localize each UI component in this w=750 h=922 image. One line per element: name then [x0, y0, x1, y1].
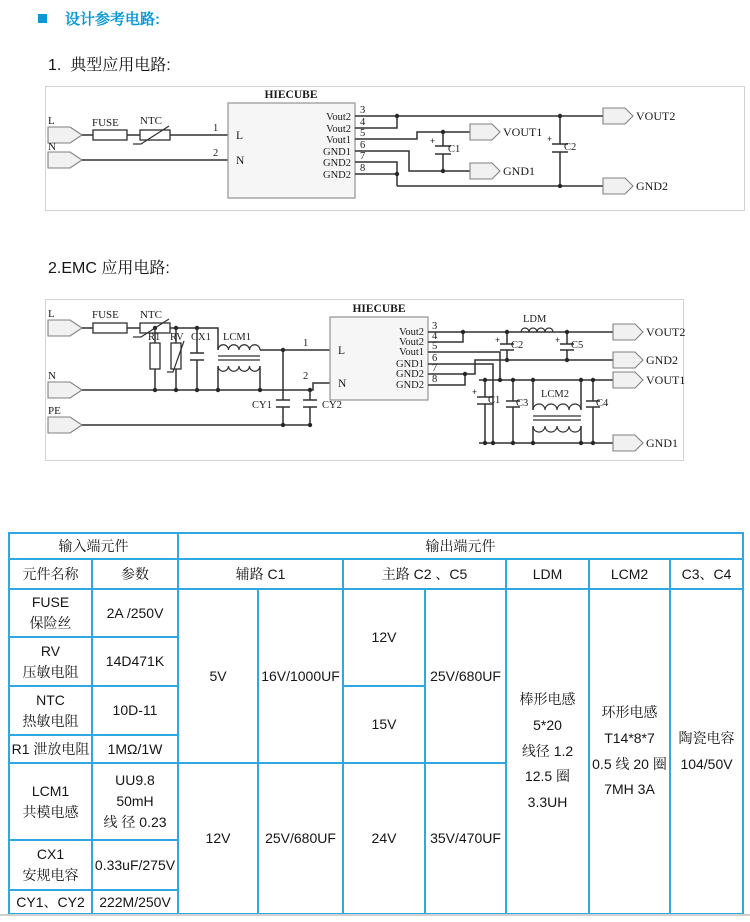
terminal-pe-label: PE: [48, 405, 61, 417]
c3-label: C3: [516, 398, 529, 409]
chip-l-pin-label: L: [338, 345, 346, 357]
pin8-number: 8: [360, 163, 366, 174]
terminal-vout1: [470, 124, 500, 140]
chip-pin6-label: GND1: [323, 147, 351, 158]
pin8-number: 8: [432, 374, 438, 385]
terminal-gnd2: [603, 178, 633, 194]
terminal-vout2: [603, 108, 633, 124]
terminal-n-label: N: [48, 370, 56, 382]
cy2-plates: [303, 400, 317, 407]
terminal-gnd2: [613, 352, 643, 368]
cell-lcm2-spec: 环形电感 T14*8*7 0.5 线 20 圈 7MH 3A: [589, 589, 670, 914]
terminal-n-input: [48, 382, 82, 398]
typical-circuit-heading: 1. 典型应用电路:: [48, 57, 171, 74]
cell-aux-top-voltage: 5V: [178, 589, 258, 763]
ntc-label: NTC: [140, 115, 162, 127]
cell-aux-top-cap: 16V/1000UF: [258, 589, 343, 763]
cell-aux-bottom-cap: 25V/680UF: [258, 763, 343, 914]
bullet-square-icon: [38, 14, 47, 23]
terminal-vout1: [613, 372, 643, 388]
header-parameter: 参数: [92, 559, 178, 589]
cell-cy-param: 222M/250V: [92, 890, 178, 914]
terminal-pe-input: [48, 417, 82, 433]
pin2-number: 2: [213, 148, 219, 159]
lcm1-core: [218, 356, 260, 360]
emc-application-circuit-diagram: [45, 298, 685, 464]
cell-main-12v: 12V: [343, 589, 425, 686]
header-main-c2-c5: 主路 C2 、C5: [343, 559, 506, 589]
terminal-l-label: L: [48, 115, 55, 127]
header-output-group: 输出端元件: [178, 533, 743, 559]
cell-rv-param: 14D471K: [92, 637, 178, 686]
cell-cx1-name: CX1 安规电容: [9, 840, 92, 890]
pin3-number: 3: [432, 321, 438, 332]
terminal-vout1-label: VOUT1: [646, 373, 685, 387]
rv-label: RV: [170, 332, 184, 343]
cell-fuse-param: 2A /250V: [92, 589, 178, 637]
ntc-label: NTC: [140, 309, 162, 321]
n-wire: [82, 383, 330, 390]
terminal-vout2: [613, 324, 643, 340]
terminal-gnd1: [470, 163, 500, 179]
chip-pin3-label: Vout2: [399, 327, 424, 338]
chip-n-pin-label: N: [338, 378, 347, 390]
cy2-label: CY2: [322, 400, 342, 411]
typical-application-circuit-diagram: [45, 86, 745, 212]
fuse-symbol: [93, 323, 127, 333]
header-lcm2: LCM2: [589, 559, 670, 589]
chip-pin4-label: Vout2: [399, 337, 424, 348]
terminal-vout2-label: VOUT2: [646, 325, 685, 339]
terminal-gnd2-label: GND2: [646, 353, 678, 367]
r1-symbol: [150, 343, 160, 369]
chip-pin6-label: GND1: [396, 359, 424, 370]
cell-main-top-cap: 25V/680UF: [425, 589, 506, 763]
lcm2-core: [533, 416, 581, 420]
pin5-number: 5: [360, 128, 366, 139]
c5-plus: +: [555, 335, 561, 345]
lcm2-top-winding: [533, 404, 581, 410]
cell-rv-name: RV 压敏电阻: [9, 637, 92, 686]
pin7-number: 7: [432, 363, 438, 374]
pin4-number: 4: [432, 331, 438, 342]
terminal-n-label: N: [48, 141, 56, 153]
c1-plus: +: [430, 136, 436, 146]
terminal-l-label: L: [48, 308, 55, 320]
cx1-plates: [190, 353, 204, 360]
lcm1-label: LCM1: [223, 332, 252, 343]
terminal-gnd2-label: GND2: [636, 179, 668, 193]
c2-plus: +: [495, 335, 501, 345]
terminal-gnd1: [613, 435, 643, 451]
pin3-number: 3: [360, 105, 366, 116]
chip-pin5-label: Vout1: [399, 347, 424, 358]
component-spec-table: [8, 532, 744, 915]
cell-fuse-name: FUSE 保险丝: [9, 589, 92, 637]
cell-r1-param: 1MΩ/1W: [92, 735, 178, 763]
chip-pin8-label: GND2: [396, 380, 424, 391]
terminal-vout2-label: VOUT2: [636, 109, 676, 123]
fuse-label: FUSE: [92, 117, 119, 129]
pin1-number: 1: [213, 123, 219, 134]
header-component-name: 元件名称: [9, 559, 92, 589]
chip-pin5-label: Vout1: [326, 135, 351, 146]
cell-lcm1-name: LCM1 共模电感: [9, 763, 92, 840]
header-c3-c4: C3、C4: [670, 559, 743, 589]
terminal-gnd1-label: GND1: [503, 164, 535, 178]
lcm2-label: LCM2: [541, 389, 570, 400]
header-ldm: LDM: [506, 559, 589, 589]
cell-ntc-name: NTC 热敏电阻: [9, 686, 92, 735]
chip-title: HIECUBE: [264, 89, 318, 101]
section-heading-text: 设计参考电路:: [65, 11, 160, 28]
cell-r1-name: R1 泄放电阻: [9, 735, 92, 763]
c2-plus: +: [547, 134, 553, 144]
pin5-wire: [355, 132, 470, 139]
pin6-number: 6: [360, 140, 366, 151]
terminal-gnd1-label: GND1: [646, 436, 678, 450]
cell-lcm1-param: UU9.8 50mH 线 径 0.23: [92, 763, 178, 840]
chip-pin3-label: Vout2: [326, 112, 351, 123]
pin5-number: 5: [432, 341, 438, 352]
c1-label: C1: [488, 395, 501, 406]
cell-main-15v: 15V: [343, 686, 425, 763]
pin6-number: 6: [432, 353, 438, 364]
c5-label: C5: [571, 340, 584, 351]
r1-label: R1: [148, 332, 161, 343]
pin1-number: 1: [303, 338, 309, 349]
cell-ntc-param: 10D-11: [92, 686, 178, 735]
emc-circuit-heading: 2.EMC 应用电路:: [48, 260, 170, 277]
pin4-number: 4: [360, 117, 366, 128]
lcm1-n-stubs: [218, 366, 260, 390]
cell-main-bottom-cap: 35V/470UF: [425, 763, 506, 914]
c1-label: C1: [448, 144, 461, 155]
c1-plus: +: [472, 387, 478, 397]
terminal-l-input: [48, 320, 82, 336]
cell-main-24v: 24V: [343, 763, 425, 914]
lcm1-top-winding: [218, 345, 260, 350]
lcm2-bottom-winding: [533, 426, 581, 432]
cell-aux-bottom-voltage: 12V: [178, 763, 258, 914]
pin7-number: 7: [360, 151, 366, 162]
chip-pin7-label: GND2: [323, 158, 351, 169]
page-bottom-divider: [0, 914, 750, 916]
header-input-group: 输入端元件: [9, 533, 178, 559]
header-aux-c1: 辅路 C1: [178, 559, 343, 589]
chip-title: HIECUBE: [352, 303, 406, 315]
pin2-number: 2: [303, 371, 309, 382]
fuse-symbol: [93, 130, 127, 140]
chip-pin4-label: Vout2: [326, 124, 351, 135]
c2-label: C2: [564, 142, 577, 153]
c4-label: C4: [596, 398, 609, 409]
cell-cy-name: CY1、CY2: [9, 890, 92, 914]
table-row: [9, 589, 743, 637]
cy1-plates: [276, 400, 290, 407]
cx1-label: CX1: [191, 332, 211, 343]
lcm1-bottom-winding: [218, 366, 260, 371]
chip-pin7-label: GND2: [396, 369, 424, 380]
cell-c3-c4-spec: 陶瓷电容 104/50V: [670, 589, 743, 914]
cell-cx1-param: 0.33uF/275V: [92, 840, 178, 890]
terminal-vout1-label: VOUT1: [503, 125, 543, 139]
cell-ldm-spec: 棒形电感 5*20 线径 1.2 12.5 圈 3.3UH: [506, 589, 589, 914]
terminal-n-input: [48, 152, 82, 168]
cy1-label: CY1: [252, 400, 272, 411]
section-heading: [38, 8, 160, 29]
ldm-label: LDM: [523, 314, 547, 325]
chip-pin8-label: GND2: [323, 170, 351, 181]
chip-l-pin-label: L: [236, 130, 244, 142]
chip-n-pin-label: N: [236, 155, 245, 167]
c2-cap-label: C2: [511, 340, 524, 351]
gnd2-rail: [428, 360, 613, 374]
fuse-label: FUSE: [92, 309, 119, 321]
